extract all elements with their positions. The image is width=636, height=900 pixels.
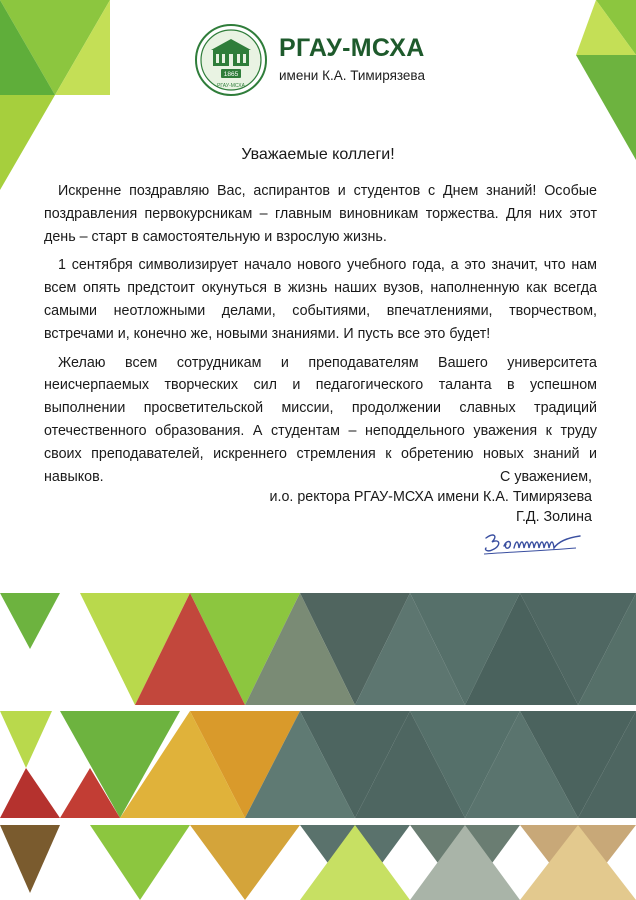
university-logo bbox=[195, 24, 267, 96]
letter-paragraph: Желаю всем сотрудникам и преподавателям Вашего университета неисчерпаемых творческих сил и педагогического таланта в успешном выполнении просветительской миссии, продолжении славных традиций отечественного образования. А студентам – неподдельного уважения к труду своих преподавателей, искреннего стремления к обретению новых знаний и навыков. bbox=[44, 354, 597, 485]
letterhead bbox=[195, 24, 455, 96]
svg-text:1865: 1865 bbox=[223, 71, 239, 78]
letter-body bbox=[44, 180, 597, 494]
decorative-triangles-top-right bbox=[566, 0, 636, 170]
university-name: РГАУ-МСХА bbox=[279, 34, 425, 62]
closing-regards: С уважением, bbox=[500, 469, 592, 485]
decorative-triangles-top-left bbox=[0, 0, 120, 200]
svg-text:РГАУ-МСХА: РГАУ-МСХА bbox=[217, 83, 245, 89]
closing-name: Г.Д. Золина bbox=[515, 509, 592, 525]
letter-paragraph: 1 сентября символизирует начало нового учебного года, а это значит, что нам всем опять предстоит окунуться в жизнь наших вузов, наполненную как всегда самыми неотложными делами, событиями, впечатлениями, творчеством, встречами и, конечно же, новыми знаниями. И пусть все это будет! bbox=[44, 257, 597, 342]
university-subtitle: имени К.А. Тимирязева bbox=[279, 68, 425, 83]
letter-closing bbox=[269, 467, 592, 527]
letter-greeting: Уважаемые коллеги! bbox=[241, 146, 395, 163]
decorative-mosaic-footer bbox=[0, 593, 636, 900]
closing-position: и.о. ректора РГАУ-МСХА имени К.А. Тимирязева bbox=[269, 489, 592, 505]
handwritten-signature bbox=[480, 528, 590, 558]
letter-paragraph: Искренне поздравляю Вас, аспирантов и студентов с Днем знаний! Особые поздравления первокурсникам – главным виновникам торжества. Для них этот день – старт в самостоятельную и взрослую жизнь. bbox=[44, 183, 597, 245]
